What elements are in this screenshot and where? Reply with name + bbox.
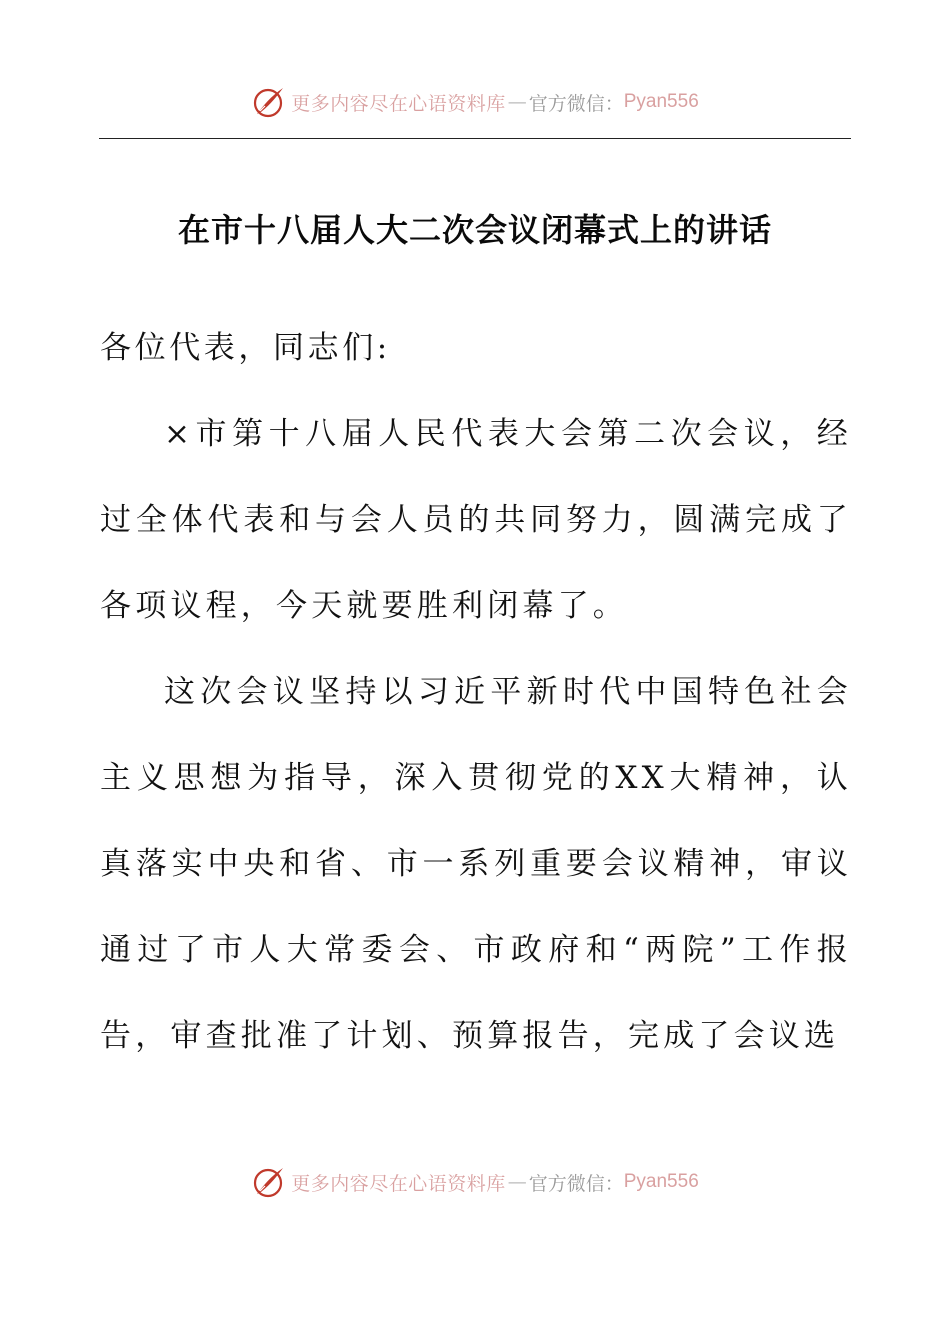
footer-banner [0, 1162, 950, 1202]
header-separator: — [507, 91, 527, 113]
logo-icon [251, 84, 287, 120]
header-wechat-label: 官方微信： [528, 92, 624, 115]
salutation: 各位代表，同志们: [100, 330, 391, 366]
header-wechat-id: Pyan556 [623, 91, 699, 112]
footer-wechat-label: 官方微信： [528, 1172, 624, 1195]
paragraph-2: 这次会议坚持以习近平新时代中国特色社会主义思想为指导，深入贯彻党的XX大精神，认真落实中央和省、市一系列重要会议精神，审议通过了市人大常委会、市政府和“两院”工作报告，审查批准了计划、预算报告，完成了会议选 [100, 674, 852, 1054]
footer-promo-text: 更多内容尽在心语资料库 [291, 1172, 506, 1195]
header-banner [0, 82, 950, 122]
header-promo-text: 更多内容尽在心语资料库 [291, 92, 506, 115]
footer-wechat-id: Pyan556 [623, 1171, 699, 1192]
document-body [100, 305, 852, 1079]
footer-separator: — [507, 1171, 527, 1193]
paragraph-1: ×市第十八届人民代表大会第二次会议，经过全体代表和与会人员的共同努力，圆满完成了各项议程，今天就要胜利闭幕了。 [100, 416, 852, 624]
header-divider [99, 138, 851, 139]
logo-icon [251, 1164, 287, 1200]
document-title: 在市十八届人大二次会议闭幕式上的讲话 [177, 211, 772, 249]
